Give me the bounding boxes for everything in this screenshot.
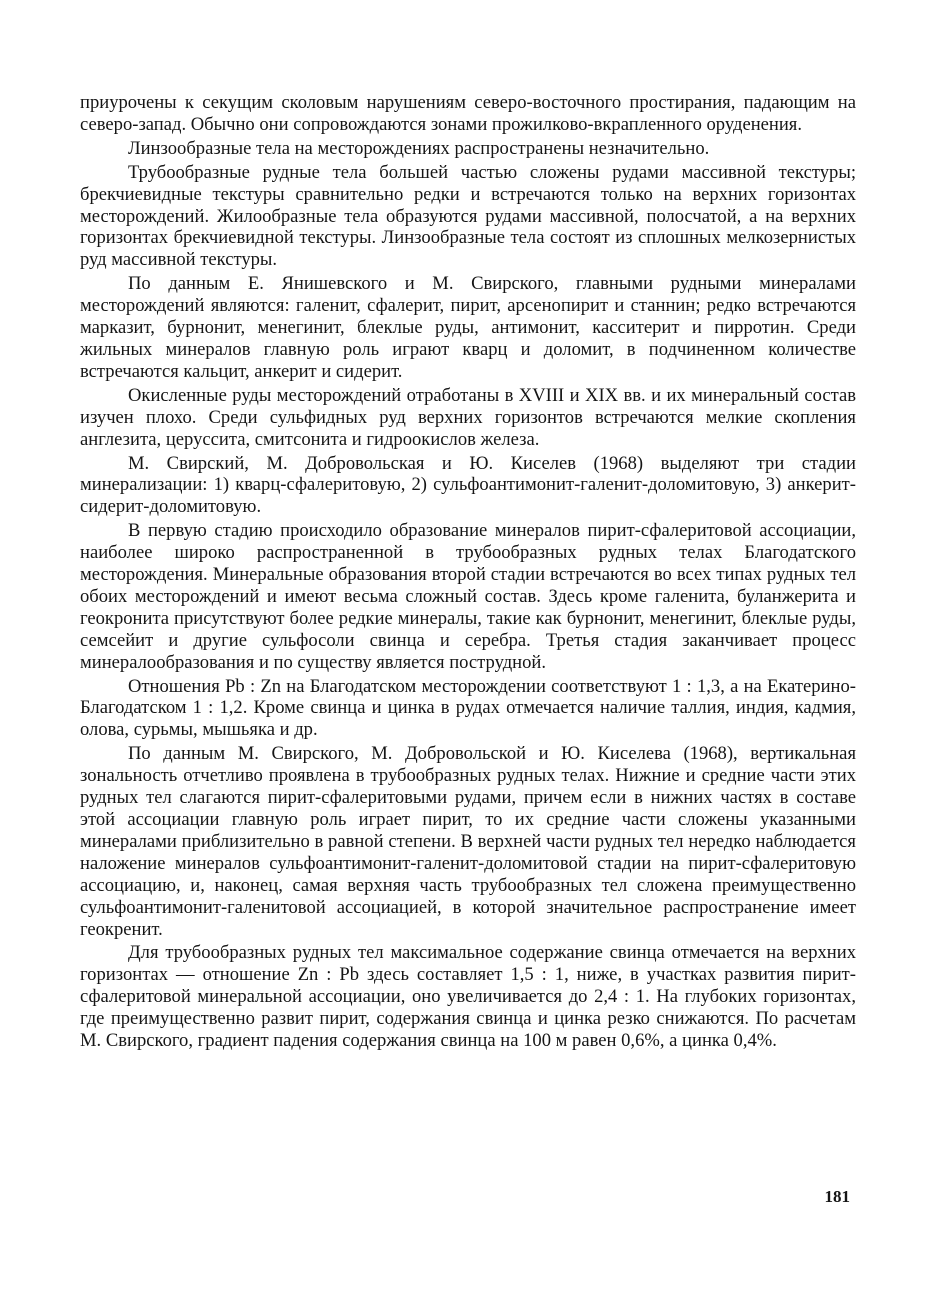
paragraph-ore-minerals: По данным Е. Янишевского и М. Свирского, главными рудными минералами месторождений являются: галенит, сфалерит, пирит, арсенопирит и станнин; редко встречаются марказит, бурнонит, менегинит, блеклые руды, антимонит, касситерит и пирротин. Среди жильных минералов главную роль играют кварц и доломит, в подчиненном количестве встречаются кальцит, анкерит и сидерит. (80, 273, 856, 382)
paragraph-stages: М. Свирский, М. Добровольская и Ю. Киселев (1968) выделяют три стадии минерализации: 1) кварц-сфалеритовую, 2) сульфоантимонит-галенит-доломитовую, 3) анкерит-сидерит-доломитовую. (80, 452, 856, 518)
paragraph-vertical-zoning: По данным М. Свирского, М. Добровольской и Ю. Киселева (1968), вертикальная зональность отчетливо проявлена в трубообразных рудных телах. Нижние и средние части этих рудных тел слагаются пирит-сфалеритовыми рудами, причем если в нижних частях в составе этой ассоциации главную роль играет пирит, то их средние части сложены указанными минералами приблизительно в равной степени. В верхней части рудных тел нередко наблюдается наложение минералов сульфоантимонит-галенит-доломитовой стадии на пирит-сфалеритовую ассоциацию, и, наконец, самая верхняя часть трубообразных тел сложена преимущественно сульфоантимонит-галенитовой ассоциацией, в которой значительное распространение имеет геокренит. (80, 743, 856, 940)
paragraph-continuation: приурочены к секущим сколовым нарушениям северо-восточного простирания, падающим на северо-запад. Обычно они сопровождаются зонами прожилково-вкрапленного оруденения. (80, 92, 856, 135)
page-body (80, 92, 856, 1054)
paragraph-pb-zn-ratio: Отношения Pb : Zn на Благодатском месторождении соответствуют 1 : 1,3, а на Екатерино-Благодатском 1 : 1,2. Кроме свинца и цинка в рудах отмечается наличие таллия, индия, кадмия, олова, сурьмы, мышьяка и др. (80, 675, 856, 741)
paragraph-oxidized-ores: Окисленные руды месторождений отработаны в XVIII и XIX вв. и их минеральный состав изучен плохо. Среди сульфидных руд верхних горизонтов встречаются мелкие скопления англезита, церуссита, смитсонита и гидроокислов железа. (80, 384, 856, 450)
page-number: 181 (824, 1187, 850, 1206)
paragraph-lens-bodies: Линзообразные тела на месторождениях распространены незначительно. (128, 137, 710, 159)
paragraph-first-stage: В первую стадию происходило образование минералов пирит-сфалеритовой ассоциации, наиболее широко распространенной в трубообразных рудных телах Благодатского месторождения. Минеральные образования второй стадии встречаются во всех типах рудных тел обоих месторождений и имеют весьма сложный состав. Здесь кроме галенита, буланжерита и геокронита присутствуют более редкие минералы, такие как бурнонит, менегинит, блеклые руды, семсейит и другие сульфосоли свинца и серебра. Третья стадия заканчивает процесс минералообразования и по существу является пострудной. (80, 520, 856, 673)
paragraph-lead-content: Для трубообразных рудных тел максимальное содержание свинца отмечается на верхних горизонтах — отношение Zn : Pb здесь составляет 1,5 : 1, ниже, в участках развития пирит-сфалеритовой минеральной ассоциации, оно увеличивается до 2,4 : 1. На глубоких горизонтах, где преимущественно развит пирит, содержания свинца и цинка резко снижаются. По расчетам М. Свирского, градиент падения содержания свинца на 100 м равен 0,6%, а цинка 0,4%. (80, 942, 856, 1052)
paragraph-pipe-bodies: Трубообразные рудные тела большей частью сложены рудами массивной текстуры; брекчиевидные текстуры сравнительно редки и встречаются только на верхних горизонтах месторождений. Жилообразные тела образуются рудами массивной, полосчатой, а на верхних горизонтах брекчиевидной текстуры. Линзообразные тела состоят из сплошных мелкозернистых руд массивной текстуры. (80, 161, 856, 271)
